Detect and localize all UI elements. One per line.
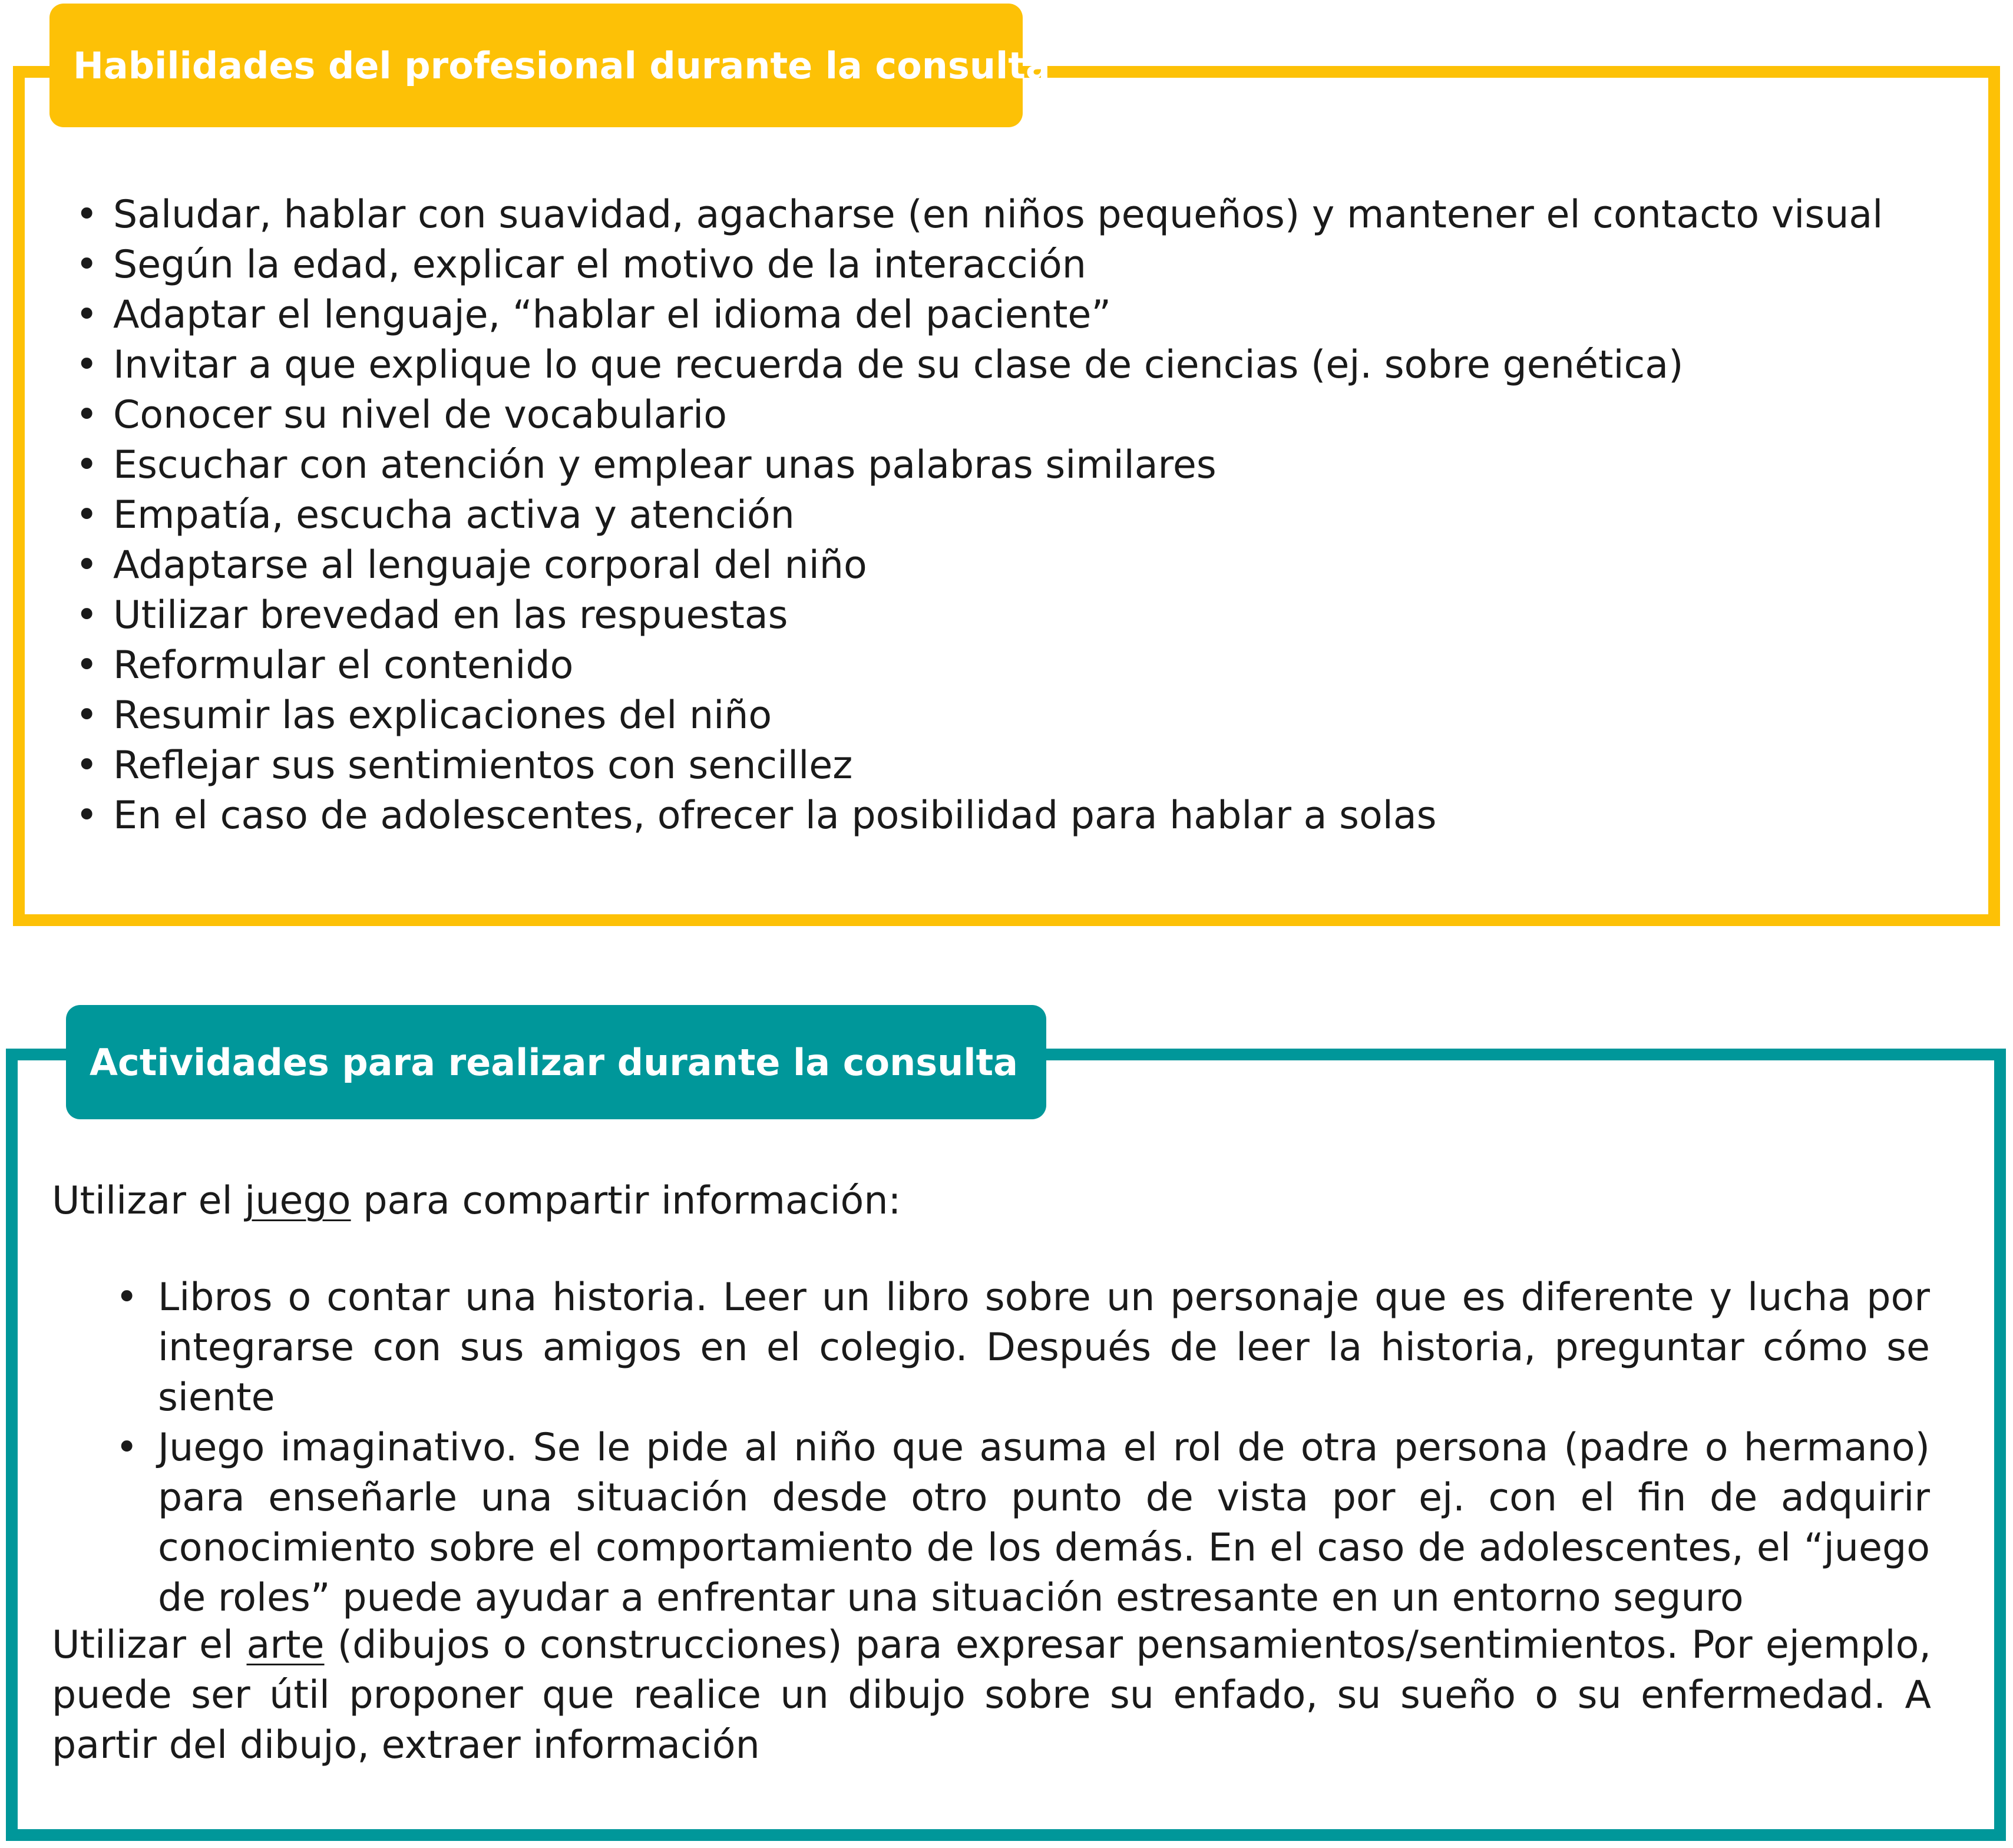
art-paragraph bbox=[52, 1620, 1931, 1770]
list-item: • Según la edad, explicar el motivo de la interacción bbox=[75, 240, 1883, 290]
activities-panel-title: Actividades para realizar durante la consulta bbox=[66, 1005, 1046, 1119]
list-item: • En el caso de adolescentes, ofrecer la posibilidad para hablar a solas bbox=[75, 791, 1883, 841]
list-item: • Utilizar brevedad en las respuestas bbox=[75, 590, 1883, 640]
list-item: • Invitar a que explique lo que recuerda de su clase de ciencias (ej. sobre genética) bbox=[75, 340, 1883, 390]
art-keyword: arte bbox=[246, 1623, 325, 1667]
list-item: • Reflejar sus sentimientos con sencillez bbox=[75, 740, 1883, 791]
skills-panel-title: Habilidades del profesional durante la consulta bbox=[49, 4, 1023, 127]
intro-text-end: para compartir información: bbox=[351, 1179, 901, 1223]
activities-list bbox=[115, 1272, 1930, 1623]
list-item: • Empatía, escucha activa y atención bbox=[75, 490, 1883, 540]
art-text-end: (dibujos o construcciones) para expresar pensamientos/sentimientos. Por ejemplo, puede ser útil proponer que realice un dibujo sobre su enfado, su sueño o su enfermedad. A partir del dibujo, extraer información bbox=[52, 1623, 1931, 1767]
list-item: • Conocer su nivel de vocabulario bbox=[75, 390, 1883, 440]
play-keyword: juego bbox=[244, 1179, 351, 1223]
list-item: • Saludar, hablar con suavidad, agacharse (en niños pequeños) y mantener el contacto visual bbox=[75, 190, 1883, 240]
skills-list bbox=[75, 190, 1883, 841]
list-item: • Libros o contar una historia. Leer un libro sobre un personaje que es diferente y lucha por integrarse con sus amigos en el colegio. Después de leer la historia, preguntar cómo se siente bbox=[115, 1272, 1930, 1423]
list-item: • Reformular el contenido bbox=[75, 640, 1883, 690]
intro-text-start: Utilizar el bbox=[52, 1179, 245, 1223]
list-item: • Adaptarse al lenguaje corporal del niño bbox=[75, 540, 1883, 590]
play-intro-text bbox=[52, 1176, 901, 1226]
list-item: • Resumir las explicaciones del niño bbox=[75, 690, 1883, 740]
list-item: • Adaptar el lenguaje, “hablar el idioma del paciente” bbox=[75, 290, 1883, 340]
list-item: • Escuchar con atención y emplear unas palabras similares bbox=[75, 440, 1883, 490]
art-text-start: Utilizar el bbox=[52, 1623, 247, 1667]
list-item: • Juego imaginativo. Se le pide al niño que asuma el rol de otra persona (padre o hermano) para enseñarle una situación desde otro punto de vista por ej. con el fin de adquirir conocimiento sobre el comportamiento de los demás. En el caso de adolescentes, el “juego de roles” puede ayudar a enfrentar una situación estresante en un entorno seguro bbox=[115, 1423, 1930, 1623]
